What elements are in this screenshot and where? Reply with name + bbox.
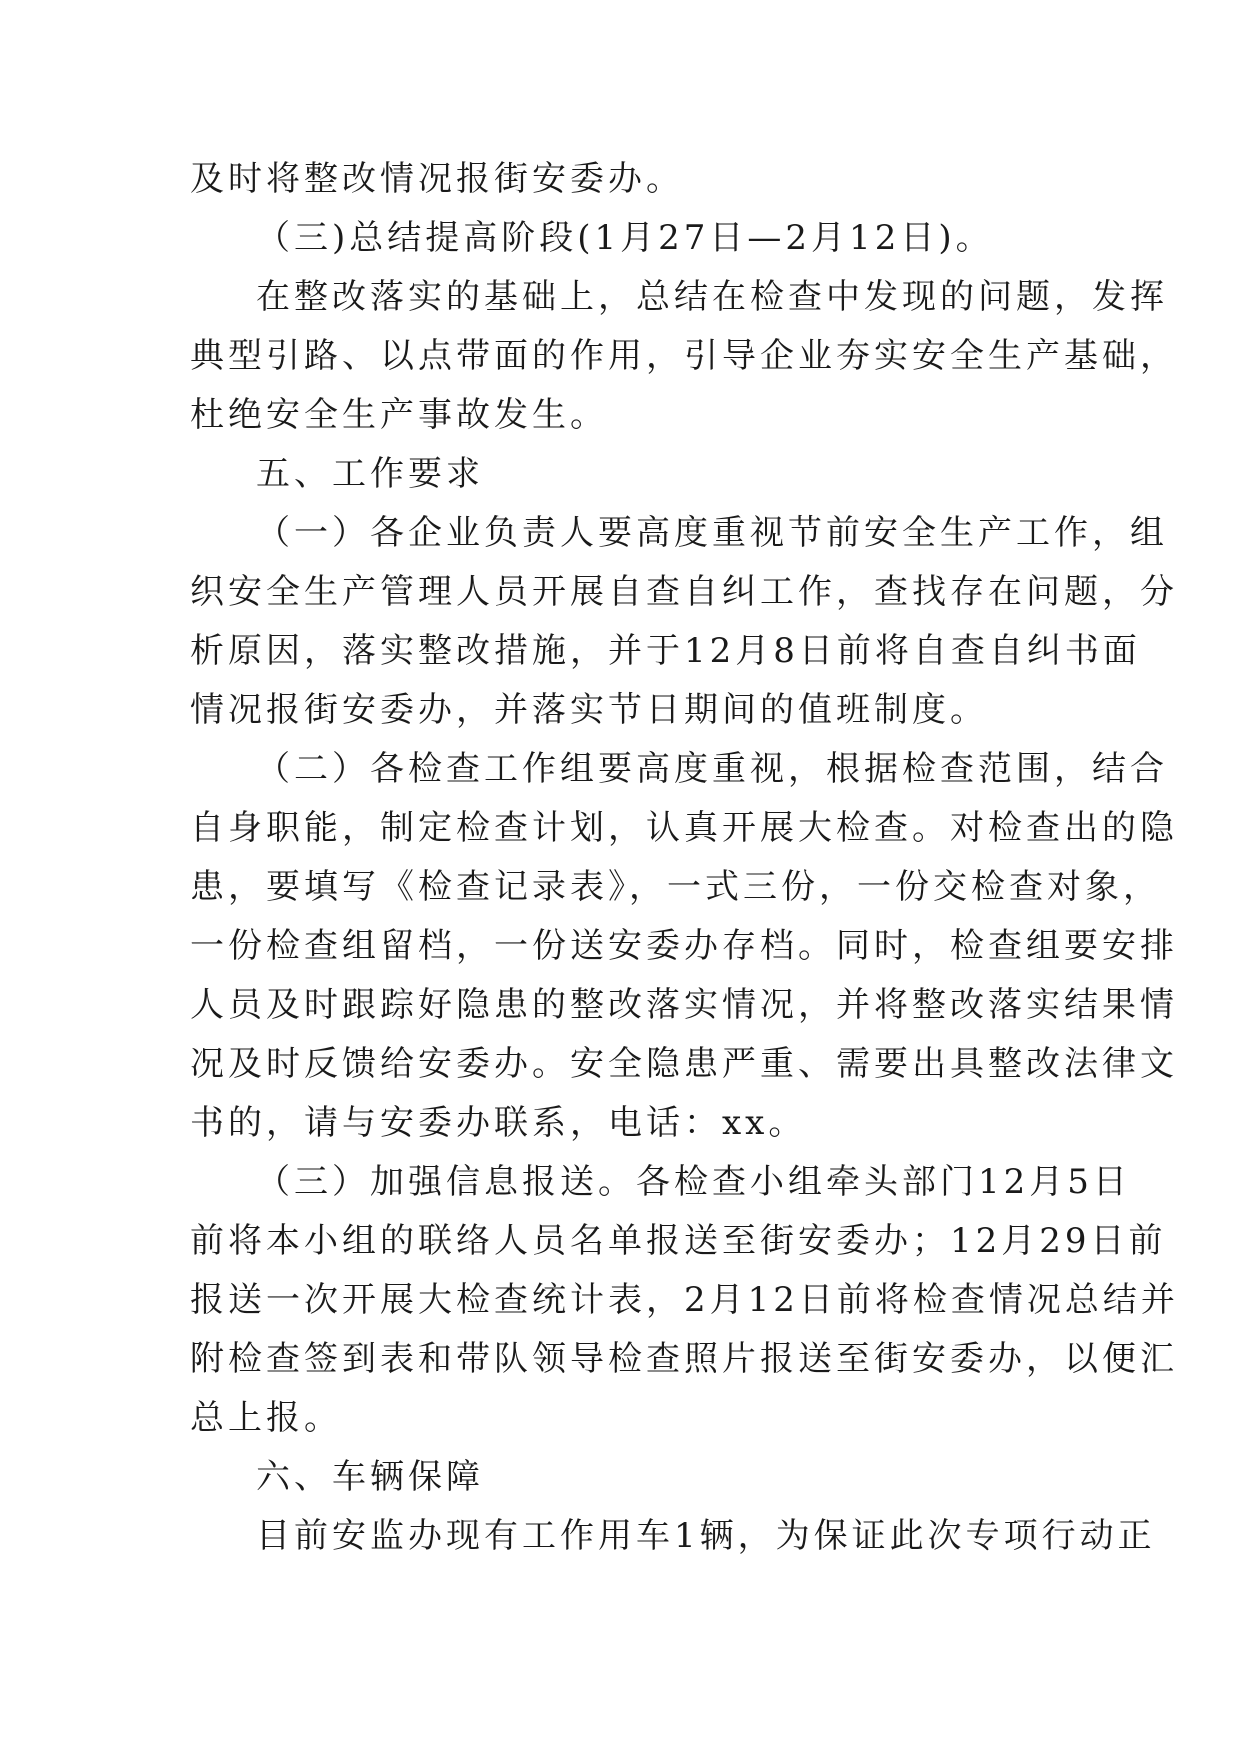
text-line: 附检查签到表和带队领导检查照片报送至街安委办，以便汇	[190, 1339, 1178, 1379]
text-line: 报送一次开展大检查统计表，2月12日前将检查情况总结并	[190, 1280, 1179, 1320]
text-line: 人员及时跟踪好隐患的整改落实情况，并将整改落实结果情	[190, 985, 1178, 1025]
document-body	[190, 150, 1179, 1566]
text-line: 前将本小组的联络人员名单报送至街安委办；12月29日前	[190, 1221, 1167, 1261]
text-line: 目前安监办现有工作用车1辆，为保证此次专项行动正	[256, 1516, 1156, 1556]
text-line: （二）各检查工作组要高度重视，根据检查范围，结合	[256, 749, 1168, 789]
text-line: 患，要填写《检查记录表》，一式三份，一份交检查对象，	[190, 867, 1161, 907]
text-line: 一份检查组留档，一份送安委办存档。同时，检查组要安排	[190, 926, 1178, 966]
text-line: 况及时反馈给安委办。安全隐患严重、需要出具整改法律文	[190, 1044, 1178, 1084]
text-line: 杜绝安全生产事故发生。	[190, 395, 608, 435]
text-line: （三)总结提高阶段(1月27日—2月12日)。	[256, 218, 994, 258]
text-line: 情况报街安委办，并落实节日期间的值班制度。	[190, 690, 988, 730]
text-line: 五、工作要求	[256, 454, 484, 494]
text-line: 织安全生产管理人员开展自查自纠工作，查找存在问题，分	[190, 572, 1178, 612]
text-line: 自身职能，制定检查计划，认真开展大检查。对检查出的隐	[190, 808, 1178, 848]
text-line: 在整改落实的基础上，总结在检查中发现的问题，发挥	[256, 277, 1168, 317]
text-line: 典型引路、以点带面的作用，引导企业夯实安全生产基础，	[190, 336, 1178, 376]
text-line: （三）加强信息报送。各检查小组牵头部门12月5日	[256, 1162, 1131, 1202]
text-line: 书的，请与安委办联系，电话：xx。	[190, 1103, 807, 1143]
text-line: 总上报。	[190, 1398, 342, 1438]
text-line: 六、车辆保障	[256, 1457, 484, 1497]
text-line: 析原因，落实整改措施，并于12月8日前将自查自纠书面	[190, 631, 1141, 671]
text-line: 及时将整改情况报街安委办。	[190, 159, 684, 199]
text-line: （一）各企业负责人要高度重视节前安全生产工作，组	[256, 513, 1168, 553]
